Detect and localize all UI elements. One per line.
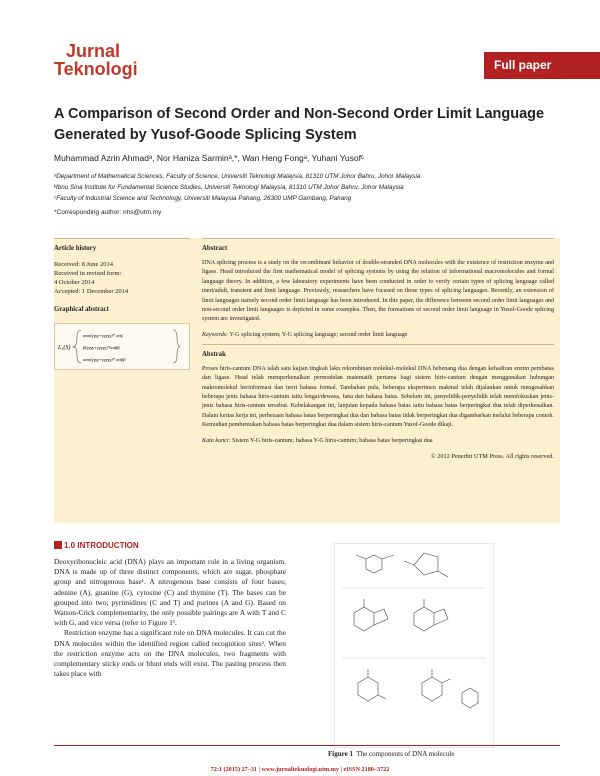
abstrak-heading: Abstrak [202,350,226,358]
author-list: Muhammad Azrin Ahmadᵃ, Nor Haniza Sarminᵃ,*, Wan Heng Fongᵃ, Yuhani Yusofᶜ [54,153,364,163]
formula-row: ααα(γγγγ+γγγγγ)* ααββ [83,357,126,362]
abstract-text: DNA splicing process is a study on the recombinant behavior of double-stranded DNA molecules with the existence of restriction enzyme and ligase. Head introduced the first mathematical model of splicing systems by using the relation of informational macromolecules and formal language theory. In addition, a few laboratory experiments have been conducted in order to verify certain types of splicing language called inert/adult, transient and limit language. Previously, researchers have focused on those types of splicing languages. Recently, an extension of limit languages namely second order limit language has been introduced. In this paper, the difference between second order limit languages and non-second order limit languages is depicted in some examples. Then, the formations of second order limit language in Yusof-Goode splicing system are investigated. [202,260,554,323]
section-heading-text: 1.0 INTRODUCTION [64,541,139,550]
figure-label: Figure 1 [328,750,353,758]
copyright: © 2012 Penerbit UTM Press. All rights reserved. [430,452,554,460]
corresponding-author: *Corresponding author: nhs@utm.my [54,209,162,216]
history-line: 4 October 2014 [54,279,95,286]
keywords-label: Keywords: [202,331,229,338]
paragraph: Restriction enzyme has a significant role on DNA molecules. It can cut the DNA molecules within the identified region called recognition sites². When the restriction enzyme acts on the DNA molecules, two fragments with complementary sticky ends or blunt ends will exist. The pasting process then takes place with [54,628,286,679]
figure-caption [328,750,454,758]
keywords [202,332,554,338]
page-footer: 72:1 (2015) 27–31 | www.jurnalteknologi.utm.my | eISSN 2180–3722 [210,766,390,773]
abstrak-text: Proses hiris-cantum DNA ialah satu kajian tingkah laku rekombinan molekul–molekul DNA bebenang dua dengan kehadiran enzim pembatas dan ligase. Head telah memperkenalkan permodelan matematik pertama bagi sistem hiris-cantum dengan menggunakan hubungan makromolekul berinformasi dan teori bahasa formal. Tambahan pula, beberapa eksperimen makmal telah dijalankan untuk mengesahkan beberapa jenis bahasa hiris-cantum iaitu lengai/dewasa, fana dan bahasa batas. Sebelum ini, penyelidik-penyelidik telah memfokuskan jenis-jenis bahasa hiris-cantum tersebut. Kebelakangan ini, lanjutan kepada bahasa batas iaitu bahasa batas berperingkat dua telah diperkenalkan. Dalam kertas kerja ini, perbezaan bahasa batas berperingkat dua dan bahasa batas tidak berperingkat dua digambarkan melalui beberapa contoh. Kemudian pembentukan bahasa batas berperingkat dua dalam sistem hiris-cantum Yusof-Goode dikaji. [202,365,554,429]
affiliation: ᵇIbnu Sina Institute for Fundamental Science Studies, Universiti Teknologi Malaysia, 81310 UTM Johor Bahru, Johor Malaysia [54,184,404,191]
logo-line-2: Teknologi [54,59,138,79]
formula-lhs: L₁(S) = [58,345,76,351]
abstract-heading: Abstract [202,245,228,252]
heading-marker [54,541,62,549]
history-line: Received in revised form: [54,270,122,277]
paragraph: Deoxyribonucleic acid (DNA) plays an important role in a living organism. DNA is made up of three distinct components, which are sugar, phosphate group and nitrogenous base¹. A nitrogenous base consists of four bases; adenine (A), guanine (G), cytosine (C) and thymine (T). The bases can be grouped into two; pyrimidines (C and T) and purines (A and G). Based on Watson-Crick complementarity, the only possible pairings are A with T and C with G, and vice versa (refer to Figure 1¹. [54,557,286,628]
kata-kunci-label: Kata kunci: [202,437,231,444]
article-history [54,260,190,296]
history-line: Received: 8 June 2014 [54,261,114,268]
figure-caption-text: The components of DNA molecule [356,750,455,758]
logo-line-1: Jurnal [66,41,121,61]
history-line: Accepted: 1 December 2014 [54,288,129,295]
kata-kunci [202,438,554,444]
article-history-heading: Article history [54,245,97,252]
keywords-value: Y-G splicing system; Y-G splicing language; second order limit language [229,331,408,338]
abstract-column [202,238,554,460]
footer-divider [54,745,560,746]
affiliation: ᵃDepartment of Mathematical Sciences, Faculty of Science, Universiti Teknologi Malaysia, 81310 UTM Johor Bahru, Johor Malaysia [54,173,421,180]
graphical-abstract-formula [54,323,190,370]
full-paper-badge: Full paper [484,52,600,79]
journal-logo [54,42,138,78]
affiliation: ᶜFaculty of Industrial Science and Technology, Universiti Malaysia Pahang, 26300 UMP Gambang, Pahang [54,195,352,202]
affiliations [54,171,420,204]
dna-components-figure [334,543,494,748]
introduction-body [54,557,286,679]
paper-title: A Comparison of Second Order and Non-Second Order Limit Language Generated by Yusof-Goode Splicing System [54,106,545,143]
section-heading-introduction [54,541,139,550]
article-info-column [54,238,190,313]
graphical-abstract-heading: Graphical abstract [54,306,109,313]
formula-row: β(γγγγ+γγγγγ)*ααββ, [83,345,121,350]
kata-kunci-value: Sistem Y-G hiris-cantum; bahasa Y-G hiris-cantum; bahasa batas berperingkat dua [232,437,433,444]
formula-row: ααα(γγγγ+γγγγγ)* ααf, [83,333,124,338]
